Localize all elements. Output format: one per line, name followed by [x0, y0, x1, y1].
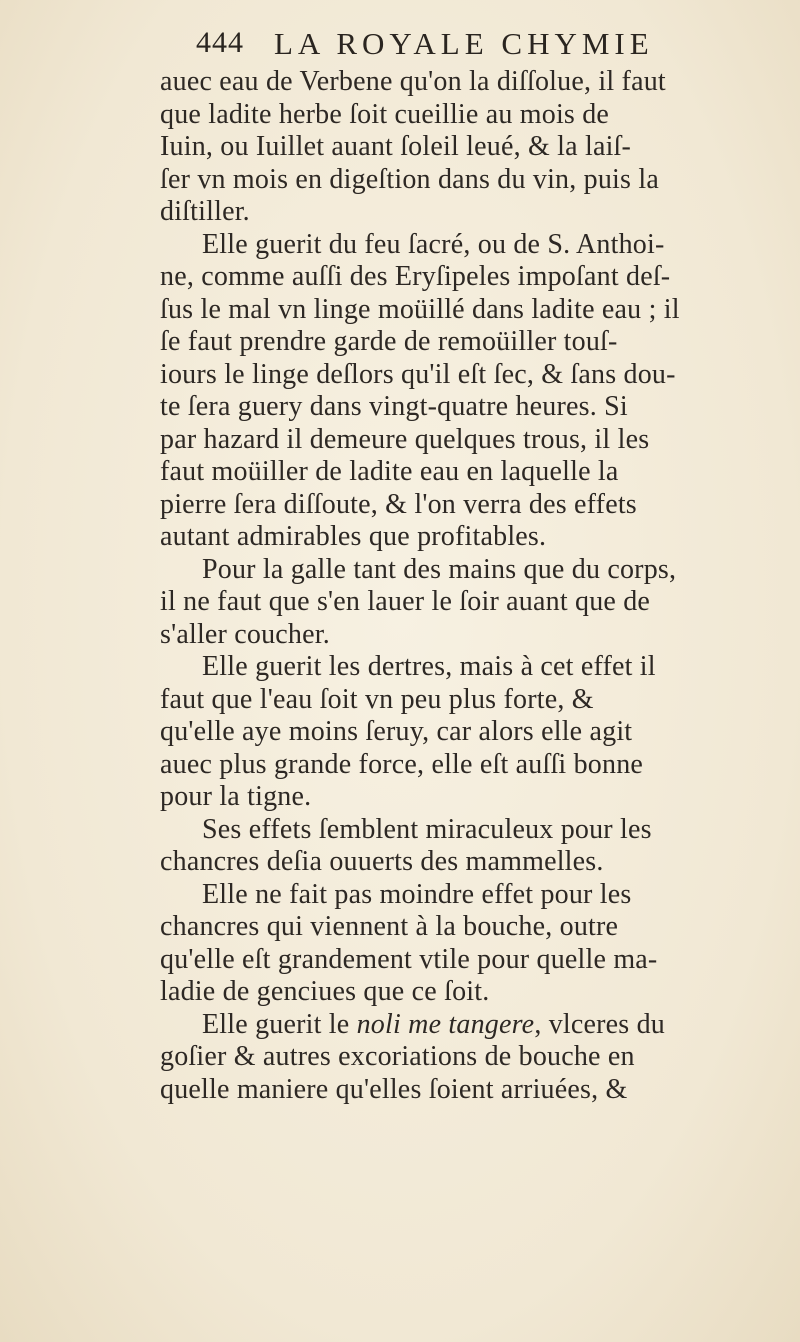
- paragraph: [160, 554, 770, 652]
- running-title: LA ROYALE CHYMIE: [274, 26, 654, 61]
- text-line: iours le linge deſlors qu'il eſt ſec, & ſans dou-: [160, 358, 676, 390]
- paragraph: [160, 651, 770, 814]
- text-line: pour la tigne.: [160, 781, 312, 812]
- text-line: ne, comme auſſi des Eryſipeles impoſant deſ-: [160, 261, 671, 292]
- text-line: qu'elle eſt grandement vtile pour quelle ma-: [160, 943, 658, 975]
- text-line: Elle guerit les dertres, mais à cet effet il: [202, 651, 656, 682]
- text-line: Ses effets ſemblent miraculeux pour les: [202, 813, 652, 845]
- text-line: faut que l'eau ſoit vn peu plus forte, &: [160, 683, 594, 715]
- text-line: diſtiller.: [160, 196, 250, 227]
- text-line: pierre ſera diſſoute, & l'on verra des effets: [160, 488, 637, 520]
- text-body: [160, 66, 770, 1106]
- text-line: autant admirables que profitables.: [160, 521, 547, 552]
- paragraph: [160, 229, 770, 554]
- text-line: que ladite herbe ſoit cueillie au mois de: [160, 98, 610, 130]
- text-line: Elle guerit du feu ſacré, ou de S. Anthoi-: [202, 228, 665, 260]
- text-line: Pour la galle tant des mains que du corps,: [202, 553, 677, 585]
- paragraph: [160, 1009, 770, 1107]
- text-line: Elle ne fait pas moindre effet pour les: [202, 878, 632, 910]
- text-line: par hazard il demeure quelques trous, il les: [160, 423, 650, 455]
- page-header: [196, 22, 776, 68]
- text-line: goſier & autres excoriations de bouche en: [160, 1041, 635, 1072]
- text-line: chancres deſia ouuerts des mammelles.: [160, 846, 604, 877]
- text-line: te ſera guery dans vingt-quatre heures. Si: [160, 391, 628, 422]
- text-line: il ne faut que s'en lauer le ſoir auant que de: [160, 586, 651, 617]
- text-line: ſe faut prendre garde de remoüiller touſ-: [160, 326, 618, 357]
- text-line: Elle guerit le noli me tangere, vlceres du: [202, 1008, 665, 1040]
- text-line: quelle maniere qu'elles ſoient arriuées, &: [160, 1073, 628, 1105]
- paragraph: [160, 879, 770, 1009]
- text-line: ſus le mal vn linge moüillé dans ladite eau ; il: [160, 293, 680, 325]
- text-line: Iuin, ou Iuillet auant ſoleil leué, & la laiſ-: [160, 131, 632, 162]
- text-line: faut moüiller de ladite eau en laquelle la: [160, 456, 619, 487]
- paragraph: [160, 814, 770, 879]
- text-line: auec plus grande force, elle eſt auſſi bonne: [160, 748, 644, 780]
- text-line: auec eau de Verbene qu'on la diſſolue, il faut: [160, 66, 666, 97]
- text-line: ſer vn mois en digeſtion dans du vin, puis la: [160, 163, 659, 195]
- paragraph: [160, 66, 770, 229]
- text-line: ladie de genciues que ce ſoit.: [160, 976, 490, 1007]
- text-line: chancres qui viennent à la bouche, outre: [160, 911, 619, 942]
- text-line: s'aller coucher.: [160, 618, 330, 650]
- page-number: 444: [196, 26, 244, 59]
- text-line: qu'elle aye moins ſeruy, car alors elle agit: [160, 716, 633, 747]
